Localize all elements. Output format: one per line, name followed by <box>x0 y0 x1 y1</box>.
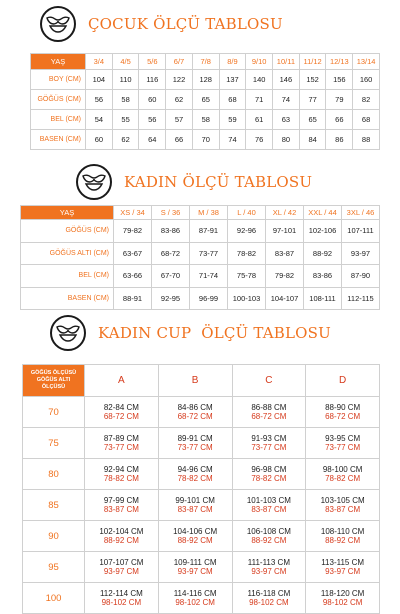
age-column-header: 6/7 <box>166 54 193 70</box>
table-row <box>31 130 380 150</box>
bikini-logo-icon <box>76 164 112 200</box>
table-cell: 68 <box>219 90 246 110</box>
age-column-header: 3/4 <box>86 54 113 70</box>
size-column-header: M / 38 <box>190 206 228 220</box>
table-cell: 74 <box>219 130 246 150</box>
table-cell <box>85 552 159 583</box>
underbust-value: 73-77 CM <box>177 443 213 452</box>
table-cell: 116 <box>139 70 166 90</box>
underbust-value: 93-97 CM <box>325 567 361 576</box>
table-cell <box>85 521 159 552</box>
table-row <box>23 459 380 490</box>
table-cell: 83-87 <box>266 242 304 265</box>
table-cell: 55 <box>112 110 139 130</box>
age-corner-label: YAŞ <box>31 54 86 70</box>
row-label: BEL (CM) <box>21 265 114 288</box>
underbust-value: 73-77 CM <box>325 443 361 452</box>
table-cell <box>306 459 380 490</box>
bust-value: 103-105 CM <box>320 496 365 505</box>
age-column-header: 8/9 <box>219 54 246 70</box>
table-row <box>23 428 380 459</box>
cup-column-header: D <box>306 365 380 397</box>
bust-value: 108-110 CM <box>320 527 365 536</box>
table-cell: 86 <box>326 130 353 150</box>
table-cell: 88-92 <box>304 242 342 265</box>
bust-value: 84-86 CM <box>177 403 213 412</box>
bust-value: 94-96 CM <box>177 465 213 474</box>
table-cell: 80 <box>273 130 300 150</box>
table-cell: 83-86 <box>152 220 190 243</box>
table-cell: 56 <box>86 90 113 110</box>
underbust-value: 93-97 CM <box>177 567 213 576</box>
table-row <box>31 110 380 130</box>
age-column-header: 5/6 <box>139 54 166 70</box>
age-corner-label: YAŞ <box>21 206 114 220</box>
table-cell <box>85 397 159 428</box>
table-cell: 60 <box>139 90 166 110</box>
bust-value: 89-91 CM <box>177 434 213 443</box>
table-cell: 58 <box>112 90 139 110</box>
child-section-header <box>40 6 283 42</box>
table-cell: 64 <box>139 130 166 150</box>
bust-value: 88-90 CM <box>325 403 361 412</box>
table-cell: 87-91 <box>190 220 228 243</box>
bust-value: 118-120 CM <box>320 589 365 598</box>
table-row <box>23 552 380 583</box>
table-cell <box>232 552 306 583</box>
underbust-value: 68-72 CM <box>177 412 213 421</box>
row-label: BEL (CM) <box>31 110 86 130</box>
table-cell: 66 <box>326 110 353 130</box>
table-cell: 68-72 <box>152 242 190 265</box>
underbust-value: 83-87 CM <box>325 505 361 514</box>
table-cell: 83-86 <box>304 265 342 288</box>
table-cell <box>85 583 159 614</box>
age-column-header: 13/14 <box>353 54 380 70</box>
table-cell <box>232 459 306 490</box>
table-cell: 92-96 <box>228 220 266 243</box>
table-cell <box>232 397 306 428</box>
underbust-value: 78-82 CM <box>251 474 287 483</box>
table-cell: 128 <box>192 70 219 90</box>
table-header-row <box>21 206 380 220</box>
age-column-header: 9/10 <box>246 54 273 70</box>
row-label: 70 <box>23 397 85 428</box>
women-size-table <box>20 205 380 310</box>
underbust-value: 98-102 CM <box>249 598 289 607</box>
table-cell <box>158 521 232 552</box>
underbust-value: 83-87 CM <box>177 505 213 514</box>
table-cell: 73-77 <box>190 242 228 265</box>
row-label: 90 <box>23 521 85 552</box>
row-label: 95 <box>23 552 85 583</box>
underbust-value: 68-72 CM <box>325 412 361 421</box>
table-row <box>23 490 380 521</box>
women-section-header <box>76 164 312 200</box>
cup-chart-title: KADIN CUP ÖLÇÜ TABLOSU <box>98 324 331 342</box>
table-cell: 62 <box>112 130 139 150</box>
size-column-header: XL / 42 <box>266 206 304 220</box>
bust-value: 101-103 CM <box>246 496 291 505</box>
bust-value: 112-114 CM <box>99 589 143 598</box>
table-header-row <box>23 365 380 397</box>
table-cell: 68 <box>353 110 380 130</box>
bikini-logo-icon <box>50 315 86 351</box>
underbust-value: 88-92 CM <box>103 536 139 545</box>
row-label: GÖĞÜS (CM) <box>31 90 86 110</box>
corner-line: GÖĞÜS ALTI <box>36 377 71 383</box>
cup-size-table <box>22 364 380 614</box>
corner-line: ÖLÇÜSÜ <box>41 384 66 390</box>
age-column-header: 11/12 <box>299 54 326 70</box>
women-chart-title: KADIN ÖLÇÜ TABLOSU <box>124 173 313 191</box>
underbust-value: 98-102 CM <box>101 598 142 607</box>
table-cell: 76 <box>246 130 273 150</box>
table-cell <box>158 490 232 521</box>
table-cell: 102-106 <box>304 220 342 243</box>
table-cell: 122 <box>166 70 193 90</box>
row-label: 75 <box>23 428 85 459</box>
table-cell: 104 <box>86 70 113 90</box>
table-cell: 60 <box>86 130 113 150</box>
table-cell: 63-66 <box>114 265 152 288</box>
table-cell <box>232 428 306 459</box>
table-cell: 108-111 <box>304 287 342 310</box>
table-cell: 70 <box>192 130 219 150</box>
table-cell: 107-111 <box>342 220 380 243</box>
cup-corner-label <box>23 365 85 397</box>
table-cell <box>158 459 232 490</box>
child-size-table <box>30 53 380 150</box>
table-cell: 112-115 <box>342 287 380 310</box>
cup-section-header <box>50 315 331 351</box>
table-cell: 74 <box>273 90 300 110</box>
table-cell: 54 <box>86 110 113 130</box>
bust-value: 86-88 CM <box>251 403 287 412</box>
size-column-header: 3XL / 46 <box>342 206 380 220</box>
table-cell: 156 <box>326 70 353 90</box>
row-label: GÖĞÜS ALTI (CM) <box>21 242 114 265</box>
age-column-header: 4/5 <box>112 54 139 70</box>
table-cell: 93-97 <box>342 242 380 265</box>
underbust-value: 93-97 CM <box>251 567 287 576</box>
table-row <box>21 265 380 288</box>
table-cell: 88 <box>353 130 380 150</box>
bust-value: 104-106 CM <box>173 527 218 536</box>
bust-value: 107-107 CM <box>99 558 144 567</box>
table-cell <box>306 490 380 521</box>
table-cell: 65 <box>192 90 219 110</box>
table-cell: 96-99 <box>190 287 228 310</box>
bust-value: 92-94 CM <box>103 465 139 474</box>
bust-value: 97-99 CM <box>103 496 139 505</box>
table-cell: 84 <box>299 130 326 150</box>
table-cell <box>306 428 380 459</box>
bust-value: 106-108 CM <box>246 527 291 536</box>
table-cell: 79-82 <box>266 265 304 288</box>
bikini-logo-icon <box>40 6 76 42</box>
age-column-header: 10/11 <box>273 54 300 70</box>
bust-value: 114-116 CM <box>173 589 217 598</box>
table-cell: 146 <box>273 70 300 90</box>
table-cell: 75-78 <box>228 265 266 288</box>
table-row <box>21 287 380 310</box>
table-cell: 97-101 <box>266 220 304 243</box>
table-cell <box>306 583 380 614</box>
table-row <box>23 521 380 552</box>
underbust-value: 73-77 CM <box>251 443 287 452</box>
table-cell: 58 <box>192 110 219 130</box>
row-label: GÖĞÜS (CM) <box>21 220 114 243</box>
table-cell <box>158 552 232 583</box>
size-column-header: L / 40 <box>228 206 266 220</box>
table-cell <box>232 490 306 521</box>
bust-value: 93-95 CM <box>325 434 361 443</box>
table-row <box>21 220 380 243</box>
underbust-value: 88-92 CM <box>325 536 361 545</box>
table-cell: 62 <box>166 90 193 110</box>
bust-value: 113-115 CM <box>321 558 365 567</box>
table-row <box>23 583 380 614</box>
table-cell: 56 <box>139 110 166 130</box>
bust-value: 102-104 CM <box>99 527 144 536</box>
table-cell: 87-90 <box>342 265 380 288</box>
table-cell: 160 <box>353 70 380 90</box>
table-cell: 79 <box>326 90 353 110</box>
bust-value: 98-100 CM <box>322 465 363 474</box>
age-column-header: 12/13 <box>326 54 353 70</box>
underbust-value: 78-82 CM <box>103 474 139 483</box>
table-cell: 152 <box>299 70 326 90</box>
corner-line: GÖĞÜS ÖLÇÜSÜ <box>30 370 77 376</box>
bust-value: 96-98 CM <box>251 465 287 474</box>
size-column-header: XXL / 44 <box>304 206 342 220</box>
table-cell <box>85 459 159 490</box>
child-chart-title: ÇOCUK ÖLÇÜ TABLOSU <box>88 15 283 33</box>
underbust-value: 83-87 CM <box>103 505 139 514</box>
underbust-value: 98-102 CM <box>175 598 215 607</box>
table-row <box>31 70 380 90</box>
row-label: BOY (CM) <box>31 70 86 90</box>
underbust-value: 73-77 CM <box>103 443 139 452</box>
table-cell: 71 <box>246 90 273 110</box>
table-cell <box>158 428 232 459</box>
bust-value: 116-118 CM <box>247 589 291 598</box>
table-cell: 104-107 <box>266 287 304 310</box>
bust-value: 82-84 CM <box>103 403 139 412</box>
underbust-value: 83-87 CM <box>251 505 287 514</box>
table-cell: 110 <box>112 70 139 90</box>
underbust-value: 88-92 CM <box>251 536 287 545</box>
row-label: 85 <box>23 490 85 521</box>
table-cell: 77 <box>299 90 326 110</box>
table-cell <box>85 490 159 521</box>
table-cell: 82 <box>353 90 380 110</box>
table-cell: 63 <box>273 110 300 130</box>
row-label: BASEN (CM) <box>21 287 114 310</box>
table-cell: 57 <box>166 110 193 130</box>
table-cell: 88-91 <box>114 287 152 310</box>
table-row <box>31 90 380 110</box>
table-cell <box>232 583 306 614</box>
table-cell: 59 <box>219 110 246 130</box>
size-column-header: XS / 34 <box>114 206 152 220</box>
underbust-value: 78-82 CM <box>325 474 361 483</box>
size-column-header: S / 36 <box>152 206 190 220</box>
bust-value: 87-89 CM <box>103 434 139 443</box>
cup-column-header: A <box>85 365 159 397</box>
table-cell: 61 <box>246 110 273 130</box>
table-cell: 140 <box>246 70 273 90</box>
table-header-row <box>31 54 380 70</box>
table-cell <box>158 397 232 428</box>
age-column-header: 7/8 <box>192 54 219 70</box>
row-label: 100 <box>23 583 85 614</box>
row-label: 80 <box>23 459 85 490</box>
table-cell <box>232 521 306 552</box>
table-cell: 66 <box>166 130 193 150</box>
table-cell: 137 <box>219 70 246 90</box>
table-cell: 63-67 <box>114 242 152 265</box>
underbust-value: 78-82 CM <box>177 474 213 483</box>
table-cell: 100-103 <box>228 287 266 310</box>
cup-column-header: C <box>232 365 306 397</box>
bust-value: 91-93 CM <box>251 434 287 443</box>
underbust-value: 88-92 CM <box>177 536 213 545</box>
table-row <box>23 397 380 428</box>
underbust-value: 93-97 CM <box>103 567 139 576</box>
underbust-value: 98-102 CM <box>322 598 363 607</box>
table-cell <box>306 552 380 583</box>
table-row <box>21 242 380 265</box>
table-cell: 79-82 <box>114 220 152 243</box>
table-cell: 78-82 <box>228 242 266 265</box>
bust-value: 99-101 CM <box>175 496 215 505</box>
underbust-value: 68-72 CM <box>251 412 287 421</box>
table-cell: 71-74 <box>190 265 228 288</box>
table-cell: 67-70 <box>152 265 190 288</box>
table-cell: 92-95 <box>152 287 190 310</box>
table-cell <box>85 428 159 459</box>
cup-column-header: B <box>158 365 232 397</box>
table-cell <box>158 583 232 614</box>
table-cell <box>306 397 380 428</box>
bust-value: 111-113 CM <box>247 558 290 567</box>
table-cell <box>306 521 380 552</box>
underbust-value: 68-72 CM <box>103 412 139 421</box>
bust-value: 109-111 CM <box>173 558 217 567</box>
table-cell: 65 <box>299 110 326 130</box>
row-label: BASEN (CM) <box>31 130 86 150</box>
